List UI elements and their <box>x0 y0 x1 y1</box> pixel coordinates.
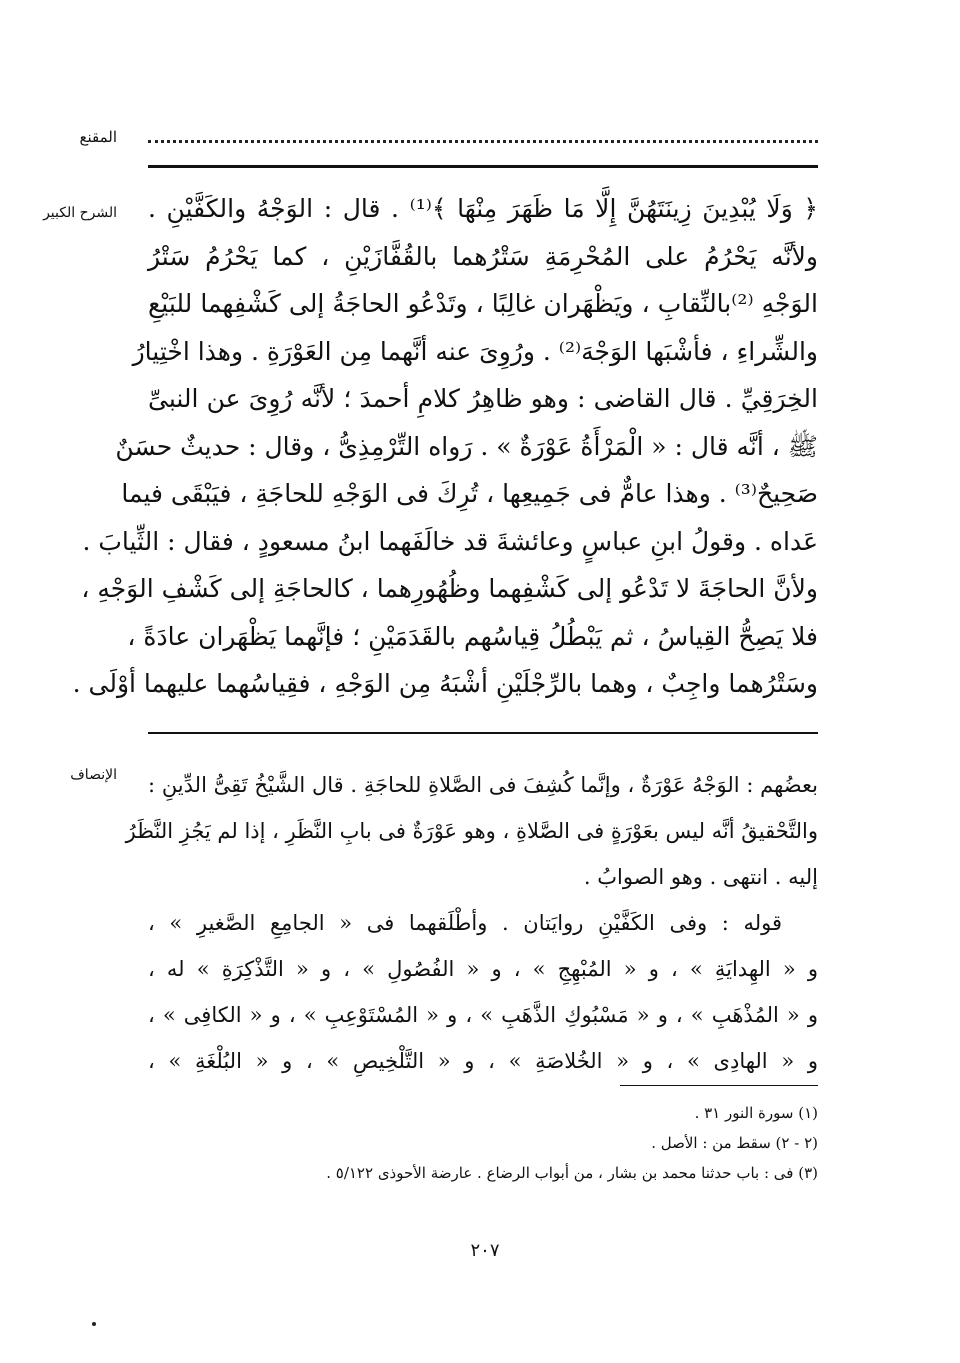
sharh-section-label: الشرح الكبير <box>43 205 117 221</box>
sharh-line: صَحِيحٌ⁽³⁾ . وهذا عامٌّ فى جَمِيعِها ، تُرِكَ فى الوَجْهِ للحاجَةِ ، فيَبْقَى فيما <box>121 479 818 508</box>
insaf-line: و « الهِدايَةِ » ، و « المُبْهِجِ » ، و « الفُصُولِ » ، و « التَّذْكِرَةِ » له ، <box>148 957 818 981</box>
sharh-line: وسَتْرُهما واجِبٌ ، وهما بالرِّجْلَيْنِ أشْبَهُ مِن الوَجْهِ ، فقِياسُهما عليهما أوْلَى . <box>72 669 818 698</box>
scan-speck <box>92 1322 96 1326</box>
insaf-line: بعضُهم : الوَجْهُ عَوْرَةٌ ، وإنَّما كُشِفَ فى الصَّلاةِ للحاجَةِ . قال الشَّيْخُ تَقِىُّ الدِّينِ : <box>148 773 818 797</box>
insaf-line: والتَّحْقيقُ أنَّه ليس بعَوْرَةٍ فى الصَّلاةِ ، وهو عَوْرَةٌ فى بابِ النَّظَرِ ، إذا لم يَجُزِ النَّظَرُ <box>125 819 818 843</box>
insaf-line: و « المُذْهَبِ » ، و « مَسْبُوكِ الذَّهَبِ » ، و « المُسْتَوْعِبِ » ، و « الكافِى » ، <box>148 1003 818 1027</box>
section-separator <box>148 732 818 734</box>
insaf-line: و « الهادِى » ، و « الخُلاصَةِ » ، و « التَّلْخِيصِ » ، و « البُلْغَةِ » ، <box>148 1049 818 1073</box>
page-number: ٢٠٧ <box>470 1240 500 1261</box>
insaf-text-block <box>125 762 818 1084</box>
sharh-line: الخِرَقِيِّ . قال القاضى : وهو ظاهِرُ كلامِ أحمدَ ؛ لأنَّه رُوِىَ عن النبىِّ <box>148 384 818 413</box>
insaf-line: إليه . انتهى . وهو الصوابُ . <box>583 865 818 889</box>
sharh-line: ﴿ وَلَا يُبْدِينَ زِينَتَهُنَّ إِلَّا مَا ظَهَرَ مِنْهَا ﴾⁽¹⁾ . قال : الوَجْهُ والكَفَّيْنِ . <box>148 194 818 223</box>
running-title: المقنع <box>79 128 117 146</box>
header-rule <box>148 165 818 168</box>
footnotes <box>148 1098 818 1188</box>
sharh-line: ﷺ ، أنَّه قال : « الْمَرْأَةُ عَوْرَةٌ » . رَواه التِّرْمِذِىُّ ، وقال : حديثٌ حسَنٌ <box>115 431 818 461</box>
sharh-line: الوَجْهِ ⁽²⁾بالنِّقابِ ، ويَظْهَران غالِبًا ، وتَدْعُو الحاجَةُ إلى كَشْفِهما للبَيْعِ <box>148 289 818 318</box>
footnote: (٣) فى : باب حدثنا محمد بن بشار ، من أبواب الرضاع . عارضة الأحوذى ٥/١٢٢ . <box>326 1164 818 1182</box>
sharh-line: فلا يَصِحُّ القِياسُ ، ثم يَبْطُلُ قِياسُهم بالقَدَمَيْنِ ؛ فإنَّهما يَظْهَران عادَةً ، <box>127 621 818 651</box>
sharh-line: عَداه . وقولُ ابنِ عباسٍ وعائشةَ قد خالَفَهما ابنُ مسعودٍ ، فقال : الثِّيابَ . <box>82 526 818 556</box>
sharh-line: ولأنَّه يَحْرُمُ على المُحْرِمَةِ سَتْرُهما بالقُفَّازَيْنِ ، كما يَحْرُمُ سَتْرُ <box>148 241 818 271</box>
insaf-line: قوله : وفى الكَفَّيْنِ روايَتان . وأطْلَقهما فى « الجامِعِ الصَّغيرِ » ، <box>148 911 782 935</box>
insaf-section-label: الإنصاف <box>70 767 117 783</box>
header-dotted-rule <box>148 128 818 143</box>
sharh-line: والشِّراءِ ، فأشْبَها الوَجْهَ⁽²⁾ . ورُوِىَ عنه أنَّهما مِن العَوْرَةِ . وهذا اخْتِيارُ <box>132 336 818 366</box>
footnote-rule <box>620 1085 818 1086</box>
footnote: (١) سورة النور ٣١ . <box>694 1104 818 1122</box>
sharh-line: ولأنَّ الحاجَةَ لا تَدْعُو إلى كَشْفِهما وظُهُورِهما ، كالحاجَةِ إلى كَشْفِ الوَجْهِ ، <box>81 574 818 603</box>
footnote: (٢ - ٢) سقط من : الأصل . <box>651 1134 818 1152</box>
